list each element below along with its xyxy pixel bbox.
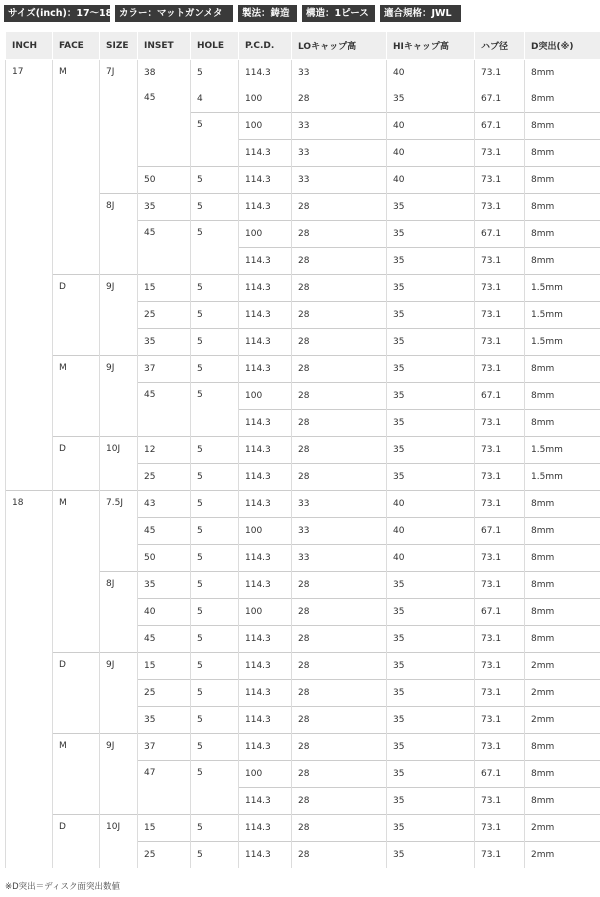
cell-pcd: 100 <box>239 761 292 788</box>
cell-lo-cap: 33 <box>292 518 387 545</box>
cell-lo-cap: 28 <box>292 194 387 221</box>
cell-d-protrusion: 8mm <box>525 572 600 599</box>
cell-d-protrusion: 8mm <box>525 194 600 221</box>
cell-d-protrusion: 8mm <box>525 113 600 140</box>
cell-hole: 5 <box>191 707 239 734</box>
cell-hole: 5 <box>191 383 239 437</box>
cell-hub: 73.1 <box>475 194 525 221</box>
cell-d-protrusion: 8mm <box>525 167 600 194</box>
cell-inset: 25 <box>138 680 191 707</box>
header-inch: INCH <box>6 32 53 60</box>
cell-hole: 5 <box>191 653 239 680</box>
cell-d-protrusion: 8mm <box>525 86 600 113</box>
cell-hub: 67.1 <box>475 599 525 626</box>
cell-inset: 15 <box>138 815 191 842</box>
cell-pcd: 114.3 <box>239 248 292 275</box>
cell-face: D <box>53 653 100 734</box>
cell-inset: 15 <box>138 275 191 302</box>
cell-hole: 5 <box>191 545 239 572</box>
table-row <box>6 734 600 761</box>
cell-inch: 17 <box>6 60 53 491</box>
cell-d-protrusion: 1.5mm <box>525 464 600 491</box>
table-row <box>6 653 600 680</box>
cell-hi-cap: 35 <box>387 302 475 329</box>
cell-lo-cap: 28 <box>292 707 387 734</box>
cell-d-protrusion: 2mm <box>525 653 600 680</box>
cell-inset: 43 <box>138 491 191 518</box>
cell-hole: 5 <box>191 113 239 167</box>
cell-hub: 73.1 <box>475 140 525 167</box>
cell-hi-cap: 35 <box>387 599 475 626</box>
header-size: SIZE <box>100 32 138 60</box>
cell-hole: 5 <box>191 221 239 275</box>
cell-hub: 73.1 <box>475 491 525 518</box>
cell-hole: 5 <box>191 60 239 87</box>
cell-size: 8J <box>100 194 138 275</box>
cell-inset: 25 <box>138 464 191 491</box>
cell-lo-cap: 28 <box>292 437 387 464</box>
cell-inset: 45 <box>138 221 191 275</box>
cell-hub: 73.1 <box>475 410 525 437</box>
cell-d-protrusion: 8mm <box>525 140 600 167</box>
cell-pcd: 114.3 <box>239 167 292 194</box>
cell-hi-cap: 35 <box>387 842 475 869</box>
cell-hole: 5 <box>191 761 239 815</box>
cell-face: D <box>53 437 100 491</box>
cell-inset: 25 <box>138 302 191 329</box>
cell-hi-cap: 40 <box>387 140 475 167</box>
cell-d-protrusion: 2mm <box>525 842 600 869</box>
cell-lo-cap: 28 <box>292 815 387 842</box>
cell-hi-cap: 35 <box>387 707 475 734</box>
cell-pcd: 114.3 <box>239 140 292 167</box>
cell-d-protrusion: 1.5mm <box>525 437 600 464</box>
cell-lo-cap: 28 <box>292 572 387 599</box>
cell-hi-cap: 35 <box>387 329 475 356</box>
cell-pcd: 114.3 <box>239 275 292 302</box>
cell-pcd: 114.3 <box>239 491 292 518</box>
cell-lo-cap: 28 <box>292 464 387 491</box>
cell-pcd: 114.3 <box>239 410 292 437</box>
cell-face: D <box>53 815 100 869</box>
cell-size: 9J <box>100 275 138 356</box>
cell-hub: 73.1 <box>475 275 525 302</box>
cell-size: 8J <box>100 572 138 653</box>
cell-hi-cap: 40 <box>387 113 475 140</box>
cell-hi-cap: 35 <box>387 815 475 842</box>
cell-hi-cap: 35 <box>387 626 475 653</box>
cell-hub: 73.1 <box>475 707 525 734</box>
cell-pcd: 114.3 <box>239 734 292 761</box>
cell-pcd: 114.3 <box>239 464 292 491</box>
cell-d-protrusion: 8mm <box>525 788 600 815</box>
cell-inset: 45 <box>138 383 191 437</box>
cell-hi-cap: 35 <box>387 410 475 437</box>
table-header-row <box>6 32 600 60</box>
cell-lo-cap: 28 <box>292 302 387 329</box>
cell-face: D <box>53 275 100 356</box>
cell-hole: 5 <box>191 842 239 869</box>
cell-hi-cap: 35 <box>387 86 475 113</box>
cell-hi-cap: 40 <box>387 491 475 518</box>
cell-hi-cap: 35 <box>387 464 475 491</box>
cell-face: M <box>53 60 100 275</box>
cell-hub: 73.1 <box>475 248 525 275</box>
table-row <box>6 60 600 87</box>
cell-inch: 18 <box>6 491 53 869</box>
cell-hole: 5 <box>191 437 239 464</box>
cell-d-protrusion: 8mm <box>525 410 600 437</box>
cell-lo-cap: 28 <box>292 842 387 869</box>
cell-hi-cap: 35 <box>387 221 475 248</box>
cell-hole: 5 <box>191 329 239 356</box>
cell-inset: 45 <box>138 86 191 167</box>
cell-hub: 67.1 <box>475 761 525 788</box>
cell-hole: 5 <box>191 734 239 761</box>
cell-d-protrusion: 8mm <box>525 626 600 653</box>
cell-hole: 5 <box>191 572 239 599</box>
cell-hi-cap: 35 <box>387 194 475 221</box>
cell-pcd: 114.3 <box>239 572 292 599</box>
cell-inset: 47 <box>138 761 191 815</box>
cell-hub: 73.1 <box>475 302 525 329</box>
header-d-protrusion: D突出(※) <box>525 32 600 60</box>
cell-lo-cap: 33 <box>292 60 387 87</box>
cell-size: 7J <box>100 60 138 194</box>
cell-lo-cap: 33 <box>292 545 387 572</box>
cell-hole: 5 <box>191 815 239 842</box>
cell-hi-cap: 35 <box>387 383 475 410</box>
cell-size: 9J <box>100 653 138 734</box>
cell-hi-cap: 35 <box>387 680 475 707</box>
cell-hub: 73.1 <box>475 167 525 194</box>
cell-hole: 5 <box>191 302 239 329</box>
cell-pcd: 114.3 <box>239 626 292 653</box>
spec-table <box>5 32 600 868</box>
cell-lo-cap: 33 <box>292 113 387 140</box>
cell-inset: 37 <box>138 734 191 761</box>
cell-d-protrusion: 8mm <box>525 248 600 275</box>
cell-hi-cap: 35 <box>387 356 475 383</box>
cell-lo-cap: 28 <box>292 653 387 680</box>
cell-face: M <box>53 356 100 437</box>
table-row <box>6 815 600 842</box>
cell-hub: 73.1 <box>475 815 525 842</box>
cell-d-protrusion: 1.5mm <box>525 302 600 329</box>
cell-lo-cap: 28 <box>292 329 387 356</box>
cell-lo-cap: 28 <box>292 221 387 248</box>
cell-inset: 25 <box>138 842 191 869</box>
cell-hi-cap: 35 <box>387 275 475 302</box>
spec-tag: カラー：マットガンメタ <box>115 5 233 22</box>
cell-hub: 73.1 <box>475 842 525 869</box>
cell-inset: 50 <box>138 167 191 194</box>
cell-pcd: 100 <box>239 518 292 545</box>
cell-pcd: 100 <box>239 383 292 410</box>
cell-lo-cap: 28 <box>292 383 387 410</box>
cell-lo-cap: 33 <box>292 167 387 194</box>
cell-inset: 37 <box>138 356 191 383</box>
table-row <box>6 491 600 518</box>
cell-hole: 5 <box>191 464 239 491</box>
cell-size: 7.5J <box>100 491 138 572</box>
cell-lo-cap: 28 <box>292 275 387 302</box>
cell-d-protrusion: 8mm <box>525 545 600 572</box>
cell-inset: 35 <box>138 194 191 221</box>
cell-pcd: 114.3 <box>239 842 292 869</box>
cell-hole: 5 <box>191 194 239 221</box>
cell-face: M <box>53 491 100 653</box>
cell-size: 10J <box>100 437 138 491</box>
cell-pcd: 114.3 <box>239 356 292 383</box>
cell-d-protrusion: 8mm <box>525 356 600 383</box>
cell-lo-cap: 28 <box>292 626 387 653</box>
cell-pcd: 114.3 <box>239 60 292 87</box>
cell-hi-cap: 35 <box>387 734 475 761</box>
cell-d-protrusion: 8mm <box>525 221 600 248</box>
cell-lo-cap: 28 <box>292 788 387 815</box>
cell-hub: 73.1 <box>475 329 525 356</box>
cell-d-protrusion: 8mm <box>525 383 600 410</box>
cell-hub: 73.1 <box>475 572 525 599</box>
cell-hub: 67.1 <box>475 518 525 545</box>
cell-hole: 5 <box>191 167 239 194</box>
cell-pcd: 114.3 <box>239 653 292 680</box>
cell-hub: 73.1 <box>475 464 525 491</box>
cell-pcd: 114.3 <box>239 788 292 815</box>
cell-hi-cap: 35 <box>387 761 475 788</box>
cell-hi-cap: 40 <box>387 167 475 194</box>
cell-hi-cap: 35 <box>387 437 475 464</box>
cell-lo-cap: 28 <box>292 86 387 113</box>
header-face: FACE <box>53 32 100 60</box>
cell-pcd: 100 <box>239 113 292 140</box>
cell-d-protrusion: 8mm <box>525 60 600 87</box>
header-hi-cap: HIキャップ高 <box>387 32 475 60</box>
cell-d-protrusion: 8mm <box>525 599 600 626</box>
cell-hub: 73.1 <box>475 734 525 761</box>
cell-hole: 5 <box>191 518 239 545</box>
spec-tag: 製法：鋳造 <box>238 5 297 22</box>
cell-inset: 45 <box>138 518 191 545</box>
header-hub: ハブ径 <box>475 32 525 60</box>
cell-hub: 73.1 <box>475 626 525 653</box>
cell-pcd: 114.3 <box>239 545 292 572</box>
cell-inset: 35 <box>138 329 191 356</box>
cell-pcd: 114.3 <box>239 194 292 221</box>
cell-lo-cap: 28 <box>292 248 387 275</box>
cell-inset: 40 <box>138 599 191 626</box>
cell-inset: 12 <box>138 437 191 464</box>
cell-lo-cap: 33 <box>292 491 387 518</box>
cell-lo-cap: 28 <box>292 734 387 761</box>
cell-hub: 67.1 <box>475 86 525 113</box>
cell-lo-cap: 28 <box>292 356 387 383</box>
cell-hub: 73.1 <box>475 356 525 383</box>
cell-hole: 5 <box>191 356 239 383</box>
cell-face: M <box>53 734 100 815</box>
cell-pcd: 114.3 <box>239 815 292 842</box>
cell-hole: 5 <box>191 599 239 626</box>
cell-d-protrusion: 2mm <box>525 707 600 734</box>
cell-d-protrusion: 1.5mm <box>525 329 600 356</box>
cell-hub: 67.1 <box>475 113 525 140</box>
cell-hi-cap: 35 <box>387 248 475 275</box>
cell-hub: 73.1 <box>475 788 525 815</box>
cell-pcd: 100 <box>239 86 292 113</box>
cell-lo-cap: 28 <box>292 410 387 437</box>
cell-d-protrusion: 8mm <box>525 734 600 761</box>
cell-hole: 5 <box>191 275 239 302</box>
cell-hub: 73.1 <box>475 545 525 572</box>
table-row <box>6 356 600 383</box>
cell-hi-cap: 40 <box>387 545 475 572</box>
cell-d-protrusion: 8mm <box>525 761 600 788</box>
cell-inset: 35 <box>138 707 191 734</box>
table-body <box>6 60 600 869</box>
cell-hub: 73.1 <box>475 680 525 707</box>
cell-pcd: 100 <box>239 599 292 626</box>
cell-hub: 73.1 <box>475 60 525 87</box>
cell-d-protrusion: 2mm <box>525 680 600 707</box>
cell-hole: 4 <box>191 86 239 113</box>
cell-pcd: 114.3 <box>239 707 292 734</box>
cell-lo-cap: 28 <box>292 680 387 707</box>
cell-inset: 15 <box>138 653 191 680</box>
cell-size: 9J <box>100 356 138 437</box>
cell-inset: 50 <box>138 545 191 572</box>
cell-inset: 38 <box>138 60 191 87</box>
cell-inset: 35 <box>138 572 191 599</box>
cell-pcd: 114.3 <box>239 329 292 356</box>
cell-lo-cap: 33 <box>292 140 387 167</box>
spec-tag: 構造：1ピース <box>302 5 375 22</box>
cell-hole: 5 <box>191 491 239 518</box>
cell-hub: 67.1 <box>475 383 525 410</box>
cell-size: 9J <box>100 734 138 815</box>
cell-hi-cap: 40 <box>387 60 475 87</box>
cell-lo-cap: 28 <box>292 761 387 788</box>
cell-hub: 67.1 <box>475 221 525 248</box>
table-row <box>6 437 600 464</box>
cell-hub: 73.1 <box>475 653 525 680</box>
cell-d-protrusion: 1.5mm <box>525 275 600 302</box>
header-lo-cap: LOキャップ高 <box>292 32 387 60</box>
cell-hole: 5 <box>191 680 239 707</box>
cell-lo-cap: 28 <box>292 599 387 626</box>
cell-d-protrusion: 8mm <box>525 491 600 518</box>
cell-inset: 45 <box>138 626 191 653</box>
cell-pcd: 114.3 <box>239 437 292 464</box>
header-pcd: P.C.D. <box>239 32 292 60</box>
cell-hi-cap: 35 <box>387 653 475 680</box>
cell-hub: 73.1 <box>475 437 525 464</box>
footnote: ※D突出＝ディスク面突出数値 <box>5 882 120 892</box>
cell-hole: 5 <box>191 626 239 653</box>
cell-d-protrusion: 8mm <box>525 518 600 545</box>
cell-size: 10J <box>100 815 138 869</box>
cell-pcd: 114.3 <box>239 680 292 707</box>
header-hole: HOLE <box>191 32 239 60</box>
cell-pcd: 114.3 <box>239 302 292 329</box>
spec-tag: サイズ(inch)：17〜18 <box>4 5 110 22</box>
table-row <box>6 275 600 302</box>
cell-hi-cap: 40 <box>387 518 475 545</box>
cell-pcd: 100 <box>239 221 292 248</box>
spec-tag: 適合規格：JWL <box>380 5 461 22</box>
cell-d-protrusion: 2mm <box>525 815 600 842</box>
cell-hi-cap: 35 <box>387 572 475 599</box>
header-inset: INSET <box>138 32 191 60</box>
cell-hi-cap: 35 <box>387 788 475 815</box>
